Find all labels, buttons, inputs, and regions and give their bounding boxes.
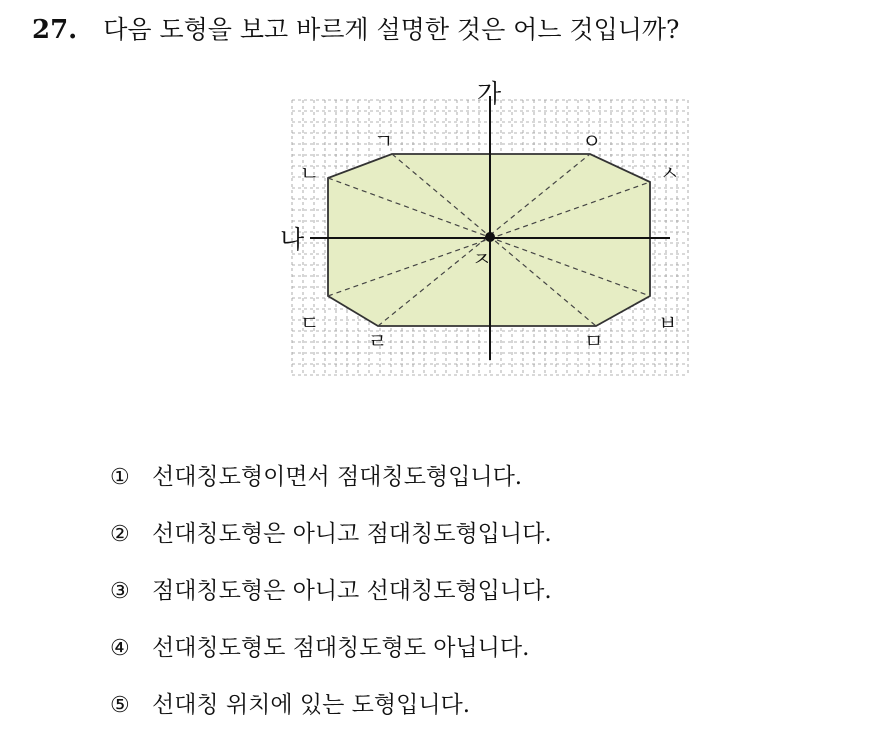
figure-svg <box>270 76 690 386</box>
choice-text: 선대칭도형은 아니고 점대칭도형입니다. <box>152 521 552 547</box>
choice-marker: ① <box>110 465 130 490</box>
choice-marker: ② <box>110 522 130 547</box>
question-text: 다음 도형을 보고 바르게 설명한 것은 어느 것입니까? <box>103 15 680 44</box>
choice-4[interactable] <box>110 629 552 686</box>
choice-marker: ⑤ <box>110 693 130 718</box>
center-label: ㅈ <box>472 247 492 271</box>
axis-label-vertical: 가 <box>477 79 502 108</box>
octagon-figure <box>270 76 690 386</box>
center-point <box>485 232 495 242</box>
question-number: 27. <box>32 15 78 45</box>
choice-5[interactable] <box>110 686 552 743</box>
choice-2[interactable] <box>110 515 552 572</box>
vertex-label-m: ㅁ <box>584 329 604 353</box>
choice-text: 선대칭도형이면서 점대칭도형입니다. <box>152 464 523 490</box>
vertex-label-g: ㄱ <box>374 129 394 153</box>
choice-marker: ④ <box>110 636 130 661</box>
vertex-label-s: ㅅ <box>660 161 680 185</box>
vertex-label-o: ㅇ <box>582 129 602 153</box>
axis-label-horizontal: 나 <box>280 225 305 254</box>
choice-3[interactable] <box>110 572 552 629</box>
question <box>32 10 679 46</box>
vertex-label-b: ㅂ <box>658 311 678 335</box>
choice-text: 점대칭도형은 아니고 선대칭도형입니다. <box>152 578 552 604</box>
choice-1[interactable] <box>110 458 552 515</box>
vertex-label-d: ㄷ <box>300 311 320 335</box>
choice-marker: ③ <box>110 579 130 604</box>
answer-choices <box>110 458 552 743</box>
vertex-label-n: ㄴ <box>300 161 320 185</box>
choice-text: 선대칭 위치에 있는 도형입니다. <box>152 692 471 718</box>
choice-text: 선대칭도형도 점대칭도형도 아닙니다. <box>152 635 530 661</box>
vertex-label-r: ㄹ <box>368 329 388 353</box>
